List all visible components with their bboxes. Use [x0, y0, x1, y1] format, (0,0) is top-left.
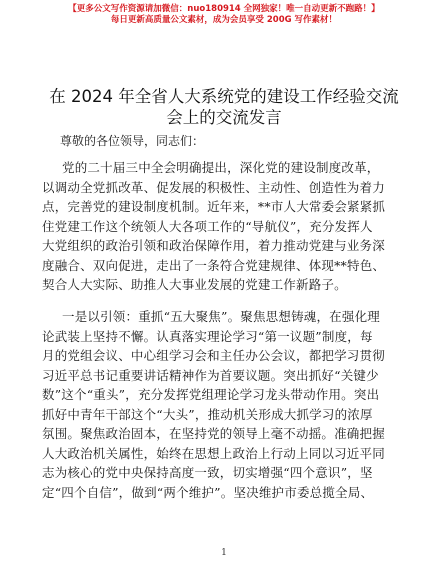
paragraph-line: 一是以引领：重抓“五大聚焦”。聚焦思想铸魂，在强化理	[62, 309, 380, 324]
promo-banner-line-1: 【更多公文写作资源请加微信：nuo180914 全网独家！唯一自动更新不跑路！】	[68, 4, 380, 14]
title-line-2: 会上的交流发言	[166, 108, 282, 127]
paragraph-line: 月的党组会议、中心组学习会和主任办公会议，都把学习贯彻	[42, 348, 385, 363]
paragraph-line: 抓好中青年干部这个“大头”，推动机关形成大抓学习的浓厚	[42, 406, 373, 422]
paragraph-line: 习近平总书记重要讲话精神作为首要议题。突出抓好“关键少	[42, 367, 379, 383]
salutation: 尊敬的各位领导，同志们：	[60, 134, 205, 148]
paragraph-line: 住党建工作这个统领人大各项工作的“导航仪”，充分发挥人	[42, 218, 373, 234]
paragraph-line: 以调动全党抓改革、促发展的积极性、主动性、创造性为着力	[42, 179, 385, 195]
paragraph-line: 氛围。聚焦政治固本，在坚持党的领导上毫不动摇。准确把握	[42, 426, 385, 441]
paragraph-line: 点，完善党的建设制度机制。近年来，**市人大常委会紧紧抓	[42, 199, 386, 214]
paragraph-2	[42, 307, 392, 502]
title-line-1: 在 2024 年全省人大系统党的建设工作经验交流	[49, 87, 399, 106]
page-number: 1	[221, 548, 227, 558]
paragraph-line: 定“四个自信”，做到“两个维护”。坚决维护市委总揽全局、	[42, 484, 374, 500]
paragraph-line: 大党组织的政治引领和政治保障作用，着力推动党建与业务深	[42, 238, 385, 253]
paragraph-line: 契合人大实际、助推人大事业发展的党建工作新路子。	[42, 277, 347, 292]
paragraph-line: 党的二十届三中全会明确提出，深化党的建设制度改革，	[62, 160, 380, 175]
promo-banner	[0, 4, 448, 26]
paragraph-line: 数”这个“重头”，充分发挥党组理论学习龙头带动作用。突出	[42, 387, 380, 402]
paragraph-line: 志为核心的党中央保持高度一致，切实增强“四个意识”，坚	[42, 465, 373, 480]
paragraph-1	[42, 158, 392, 295]
paragraph-line: 论武装上坚持不懈。认真落实理论学习“第一议题”制度，每	[42, 328, 373, 344]
paragraph-line: 人大政治机关属性，始终在思想上政治上行动上同以习近平同	[42, 445, 385, 461]
paragraph-line: 度融合、双向促进，走出了一条符合党建规律、体现**特色、	[42, 257, 386, 273]
document-title	[40, 86, 408, 128]
promo-banner-line-2: 每日更新高质量公文素材，成为会员享受 200G 写作素材！	[110, 15, 338, 25]
